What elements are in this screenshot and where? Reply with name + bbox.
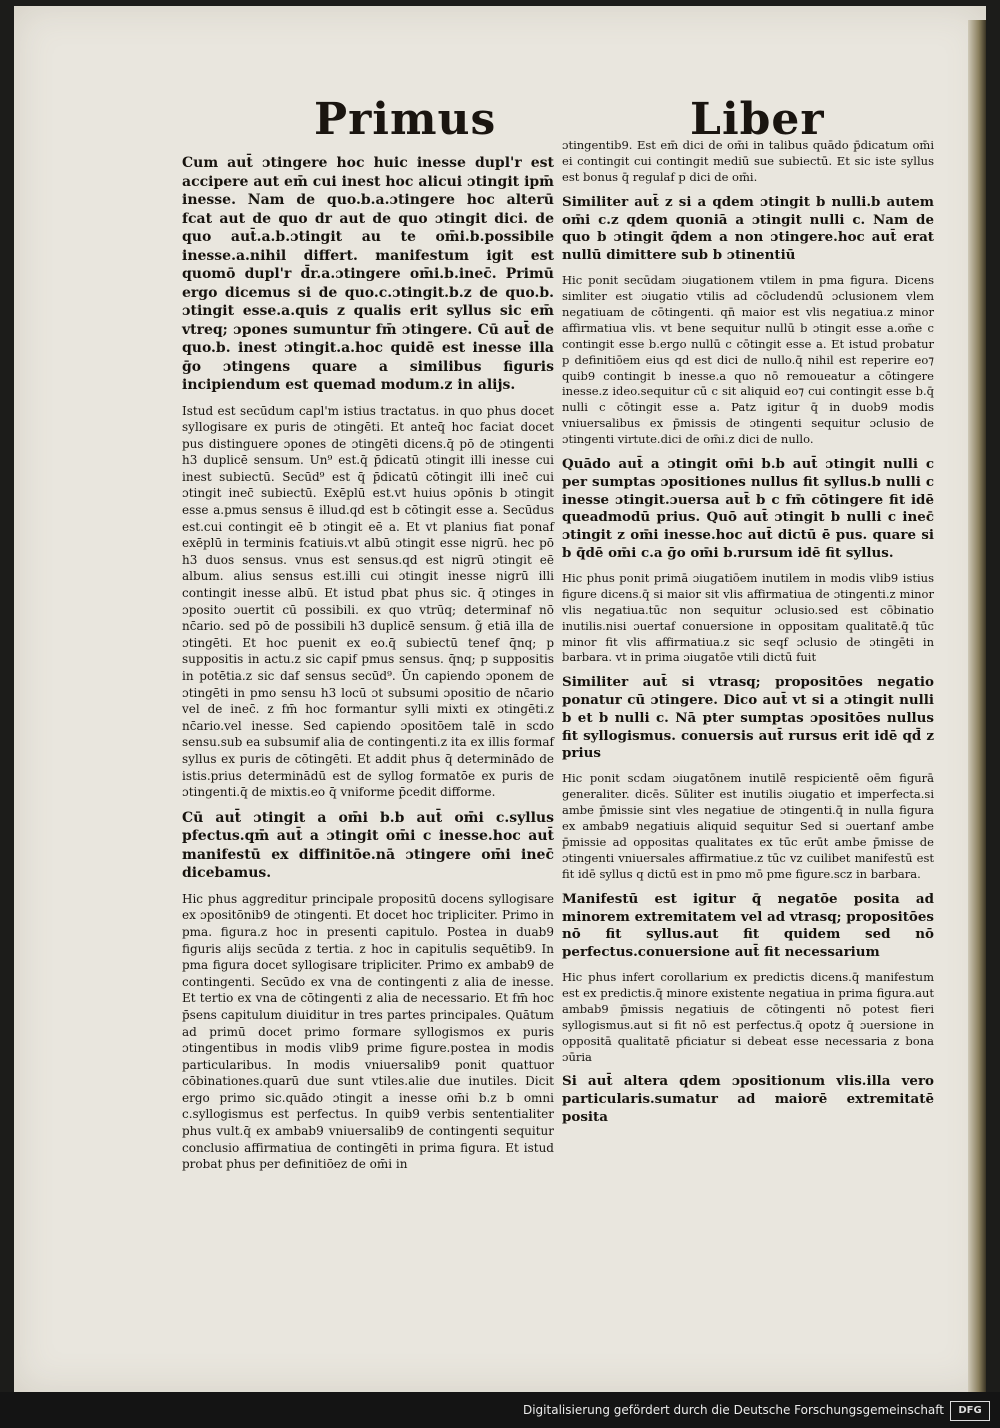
paragraph: Hic ponit scdam ɔiugatōnem inutilē respicientē oēm figurā generaliter. dicēs. Sūliter est inutilis ɔiugatio et imperfecta.si ambe p̄missie sint vles negatiue de ɔtingenti.q̄ in nulla figura ex ambab9 negatiuis aliquid sequitur Sed si ɔuertanf ambe p̄missie ad oppositas qualitates ex tūc erūt ambe p̄misse de ɔtingenti vniuersales affirmatiue.z tūc vz cuilibet manifestū est fit idē syllus q dictū est in pmo mō pme figure.scz in barbara. xyxy=(562,771,934,881)
running-head-right: Liber xyxy=(690,94,825,145)
page-edge xyxy=(968,20,986,1392)
paragraph: Hic phus infert corollarium ex predictis dicens.q̄ manifestum est ex predictis.q̄ minore existente negatiua in prima figura.aut ambab9 p̄missis negatiuis de cōtingenti nō potest fieri syllogismus.aut si fit nō est perfectus.q̄ opotz q̄ ɔuersione in oppositā qualitatē pficiatur si debeat esse necessaria z bona ɔūria xyxy=(562,969,934,1064)
paragraph: Cū aut̄ ɔtingit a om̄i b.b aut̄ om̄i c.syllus pfectus.qm̄ aut̄ a ɔtingit om̄i c inesse.hoc aut̄ manifestū ex diffinitōe.nā ɔtingere om̄i inec̄ dicebamus. xyxy=(182,809,554,882)
paragraph: Manifestū est igitur q̄ negatōe posita ad minorem extremitatem vel ad vtrasq; propositōes nō fit syllus.aut fit quidem sed nō perfectus.conuersione aut̄ fit necessarium xyxy=(562,890,934,961)
right-column xyxy=(562,138,934,1135)
running-head-left: Primus xyxy=(314,94,497,145)
paragraph: ɔtingentib9. Est em̄ dici de om̄i in talibus quādo p̄dicatum om̄i ei contingit cui contingit mediū sue subiectū. Et sic iste syllus est bonus q̄ regulaf p dici de om̄i. xyxy=(562,138,934,184)
paragraph: Hic ponit secūdam ɔiugationem vtilem in pma figura. Dicens simliter est ɔiugatio vtilis ad cōcludendū ɔclusionem vlem negatiuam de cōtingenti. qn̄ maior est vlis negatiua.z minor affirmatiua vlis. vt bene sequitur nullū b ɔtingit esse a.om̄e c contingit esse b.ergo nullū c cōtingit esse a. Et istud probatur p definitiōem eius qd est dici de nullo.q̄ nihil est reperire eo⁊ quib9 contingit b inesse.a quo nō remoueatur a cōtingere inesse.z ideo.sequitur cū c sit aliquid eo⁊ cui contingit esse b.q̄ nulli c cōtingit esse a. Patz igitur q̄ in duob9 modis vniuersalibus ex p̄missis de ɔtingenti sequitur ɔclusio de ɔtingenti virtute.dici de om̄i.z dici de nullo. xyxy=(562,272,934,447)
book-page xyxy=(14,6,986,1392)
paragraph: Similiter aut̄ z si a qdem ɔtingit b nulli.b autem om̄i c.z qdem quoniā a ɔtingit nulli c. Nam de quo b ɔtingit q̄dem a non ɔtingere.hoc aut̄ erat nullū dimittere sub b ɔtinentiū xyxy=(562,193,934,264)
paragraph: Hic phus aggreditur principale propositū docens syllogisare ex ɔpositōnib9 de ɔtingenti. Et docet hoc tripliciter. Primo in pma. figura.z hoc in presenti capitulo. Postea in duab9 figuris alijs secūda z tertia. z hoc in capitulis sequētib9. In pma figura docet syllogisare tripliciter. Primo ex ambab9 de contingenti. Secūdo ex vna de contingenti z alia de inesse. Et tertio ex vna de cōtingenti z alia de necessario. Et fm̄ hoc p̄sens capitulum diuiditur in tres partes principales. Quātum ad primū docet primo formare syllogismos ex puris ɔtingentibus in modis vlib9 prime figure.postea in modis particularibus. In modis vniuersalib9 ponit quattuor cōbinationes.quarū due sunt vtiles.alie due inutiles. Dicit ergo primo sic.quādo ɔtingit a inesse om̄i b.z b omni c.syllogismus est perfectus. In quib9 verbis sententialiter phus vult.q̄ ex ambab9 vniuersalib9 de contingenti sequitur conclusio affirmatiua de contingēti in prima figura. Et istud probat phus per definitiōez de om̄i in xyxy=(182,891,554,1172)
paragraph: Hic phus ponit primā ɔiugatiōem inutilem in modis vlib9 istius figure dicens.q̄ si maior sit vlis affirmatiua de ɔtingenti.z minor vlis negatiua.tūc non sequitur ɔclusio.sed est cōbinatio inutilis.nisi ɔuertaf conuersione in oppositam qualitatē.q̄ tūc minor fit vlis affirmatiua.z sic seqf ɔclusio de ɔtingēti in barbara. vt in prima ɔiugatōe vtili dictū fuit xyxy=(562,570,934,665)
paragraph: Si aut̄ altera qdem ɔpositionum vlis.illa vero particularis.sumatur ad maiorē extremitatē posita xyxy=(562,1073,934,1126)
left-column xyxy=(182,154,554,1181)
paragraph: Istud est secūdum capl'm istius tractatus. in quo phus docet syllogisare ex puris de ɔtingēti. Et anteq̄ hoc faciat docet pus distinguere ɔpones de ɔtingēti dicens.q̄ pō de ɔtingenti h3 duplicē sensum. Un⁹ est.q̄ p̄dicatū ɔtingit illi inesse cui inest subiectū. Secūd⁹ est q̄ p̄dicatū cōtingit illi inec̄ cui ɔtingit inec̄ subiectū. Exēplū est.vt huius ɔpōnis b ɔtingit esse a.pmus sensus ē illud.qd est b cōtingit esse a. Secūdus est.cui contingit eē b ɔtingit eē a. Et vt planius fiat ponaf exēplū in terminis fcatiuis.vt albū ɔtingit esse nigrū. hec pō h3 duos sensus. vnus est sensus.qd est nigrū ɔtingit eē album. alius sensus est.illi cui ɔtingit inesse nigrū illi contingit inesse albū. Et istud pbat phus sic. q̄ ɔtinges in ɔposito ɔuertit cū possibili. ex quo vtrūq; determinaf nō nc̄ario. sed pō de possibili h3 duplicē sensum. g̃ etiā illa de ɔtingēti. Et hoc puenit ex eo.q̄ subiectū tenef q̄nq; p suppositis in actu.z sic capif pmus sensus. q̄nq; p suppositis in potētia.z sic daf sensus secūd⁹. Ūn capiendo ɔponem de ɔtingēti in pmo sensu h3 locū ɔt subsumi ɔpositio de nc̄ario vel de inec̄. z fm̄ hoc formantur sylli mixti ex ɔtingēti.z nc̄ario.vel inesse. Sed capiendo ɔpositōem talē in scdo sensu.sub ea subsumif alia de contingenti.z ita ex illis formaf syllus ex puris de cōtingēti. Et addit phus q̄ determinādo de istis.prius determinādū est de syllog formatōe ex puris de ɔtingenti.q̄ de mixtis.eo q̄ vniforme p̄cedit difforme. xyxy=(182,403,554,800)
dfg-logo: DFG xyxy=(950,1401,990,1421)
footer-credit: Digitalisierung gefördert durch die Deutsche Forschungsgemeinschaft xyxy=(522,1403,944,1417)
paragraph: Similiter aut̄ si vtrasq; propositōes negatio ponatur cū ɔtingere. Dico aut̄ vt si a ɔtingit nulli b et b nulli c. Nā pter sumptas ɔpositōes nullus fit syllogismus. conuersis aut̄ rursus erit idē qd̄ z prius xyxy=(562,674,934,762)
paragraph: Quādo aut̄ a ɔtingit om̄i b.b aut̄ ɔtingit nulli c per sumptas ɔpositiones nullus fit syllus.b nulli c inesse ɔtingit.ɔuersa aut̄ b c fm̄ cōtingere fit idē queadmodū prius. Quō aut̄ ɔtingit b nulli c inec̄ ɔtingit z om̄i inesse.hoc aut̄ dictū ē pus. quare si b q̄dē om̄i c.a ḡo om̄i b.rursum idē fit syllus. xyxy=(562,456,934,562)
paragraph: Cum aut̄ ɔtingere hoc huic inesse dupl'r est accipere aut em̄ cui inest hoc alicui ɔtingit ipm̄ inesse. Nam de quo.b.a.ɔtingere hoc alterū fcat aut de quo dr aut de quo ɔtingit dici. de quo aut̄.a.b.ɔtingit au te om̄i.b.possibile inesse.a.nihil differt. manifestum igit est quomō dupl'r d̄r.a.ɔtingere om̄i.b.inec̄. Primū ergo dicemus si de quo.c.ɔtingit.b.z de quo.b. ɔtingit esse.a.quis z qualis erit syllus sic em̄ vtreq; ɔpones sumuntur fm̄ ɔtingere. Cū aut̄ de quo.b. inest ɔtingit.a.hoc quidē est inesse illa ḡo ɔtingens quare a similibus figuris incipiendum est quemad modum.z in alijs. xyxy=(182,155,554,393)
footer-bar xyxy=(0,1392,1000,1428)
